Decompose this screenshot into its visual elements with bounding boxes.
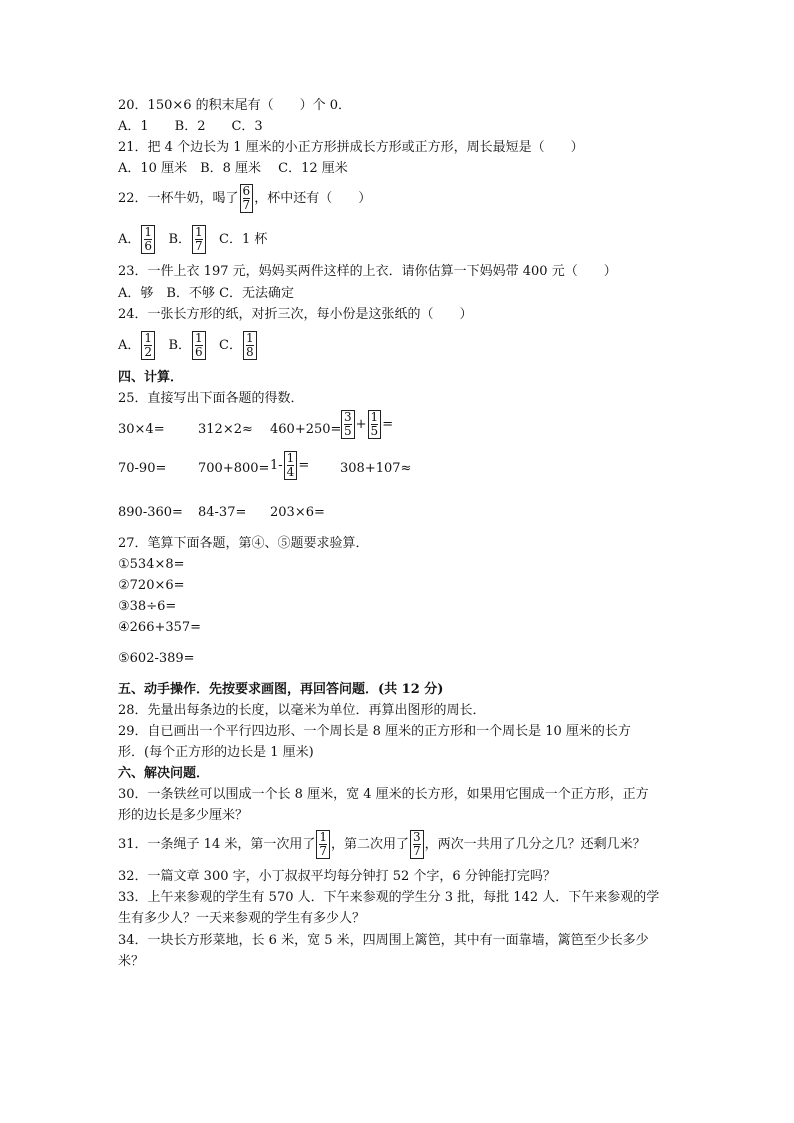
fraction: $\frac{1}{7}$	[192, 225, 206, 254]
calc-item: 84-37=	[198, 505, 247, 520]
question-33-line2: 生有多少人？一天来参观的学生有多少人？	[118, 911, 366, 926]
section-5-heading: 五、动手操作．先按要求画图，再回答问题．(共 12 分)	[118, 682, 444, 697]
calc-item: 312×2≈	[198, 422, 253, 437]
section-6-heading: 六、解决问题．	[118, 766, 210, 781]
calc-item: 308+107≈	[340, 461, 412, 476]
calc-item: 890-360=	[118, 505, 183, 520]
question-22-post: ，杯中还有（ ）	[254, 191, 372, 206]
question-29-line2: 形．(每个正方形的边长是 1 厘米)	[118, 745, 314, 760]
fraction: $\frac{1}{2}$	[141, 331, 155, 360]
fraction: $\frac{1}{4}$	[284, 451, 298, 480]
section-4-heading: 四、计算．	[118, 370, 184, 385]
question-34-line2: 米？	[118, 954, 145, 969]
question-22-options: A． $\frac{1}{6}$ B． $\frac{1}{7}$ C．1 杯	[118, 225, 268, 253]
q27-item-2: ②720×6=	[118, 578, 185, 593]
fraction: $\frac{3}{7}$	[410, 830, 424, 859]
question-32: 32．一篇文章 300 字，小丁叔叔平均每分钟打 52 个字，6 分钟能打完吗？	[118, 869, 556, 884]
question-29-line1: 29．自已画出一个平行四边形、一个周长是 8 厘米的正方形和一个周长是 10 厘米的长方	[118, 724, 631, 739]
question-21: 21．把 4 个边长为 1 厘米的小正方形拼成长方形或正方形，周长最短是（ ）	[118, 140, 584, 155]
question-34-line1: 34．一块长方形菜地，长 6 米，宽 5 米，四周围上篱笆，其中有一面靠墙，篱笆至少长多少	[118, 933, 649, 948]
calc-item-fraction: 1- $\frac{1}{4}$ =	[270, 451, 310, 479]
calc-item: 203×6=	[270, 505, 325, 520]
question-31: 31．一条绳子 14 米，第一次用了 $\frac{1}{7}$ ，第二次用了 $\frac{3}{7}$ ，两次一共用了几分之几？还剩几米？	[118, 830, 646, 858]
question-30-line2: 形的边长是多少厘米？	[118, 808, 249, 823]
q27-item-5: ⑤602-389=	[118, 651, 195, 666]
fraction: $\frac{1}{5}$	[368, 410, 382, 439]
fraction: $\frac{1}{8}$	[243, 331, 257, 360]
question-21-options: A．10 厘米 B．8 厘米 C．12 厘米	[118, 161, 348, 176]
q27-item-3: ③38÷6=	[118, 599, 177, 614]
question-22-pre: 22．一杯牛奶，喝了	[118, 191, 239, 206]
fraction: $\frac{6}{7}$	[240, 184, 254, 213]
calc-item: 460+250=	[270, 422, 342, 437]
calc-item-fraction-sum: $\frac{3}{5}$ + $\frac{1}{5}$ =	[340, 410, 393, 439]
question-30-line1: 30．一条铁丝可以围成一个长 8 厘米，宽 4 厘米的长方形，如果用它围成一个正方形，正方	[118, 787, 649, 802]
calc-item: 30×4=	[118, 422, 165, 437]
fraction: $\frac{3}{5}$	[341, 410, 355, 439]
calc-item: 700+800=	[198, 461, 270, 476]
calc-item: 70-90=	[118, 461, 167, 476]
question-33-line1: 33．上午来参观的学生有 570 人．下午来参观的学生分 3 批，每批 142 人．下午来参观的学	[118, 890, 660, 905]
question-23: 23．一件上衣 197 元，妈妈买两件这样的上衣．请你估算一下妈妈带 400 元（ ）	[118, 264, 617, 279]
question-20-options: A．1 B．2 C．3	[118, 119, 263, 134]
fraction: $\frac{1}{6}$	[141, 225, 155, 254]
question-28: 28．先量出每条边的长度，以毫米为单位．再算出图形的周长．	[118, 703, 486, 718]
question-27: 27．笔算下面各题，第④、⑤题要求验算．	[118, 536, 369, 551]
fraction: $\frac{1}{6}$	[192, 331, 206, 360]
question-20: 20．150×6 的积末尾有（ ）个 0．	[118, 98, 352, 113]
q27-item-4: ④266+357=	[118, 620, 202, 635]
question-22	[118, 184, 371, 213]
fraction: $\frac{1}{7}$	[316, 830, 330, 859]
question-24: 24．一张长方形的纸，对折三次，每小份是这张纸的（ ）	[118, 307, 473, 322]
question-23-options: A．够 B．不够 C．无法确定	[118, 286, 295, 301]
question-24-options: A． $\frac{1}{2}$ B． $\frac{1}{6}$ C． $\frac{1}{8}$	[118, 331, 258, 360]
question-25: 25．直接写出下面各题的得数．	[118, 391, 304, 406]
q27-item-1: ①534×8=	[118, 557, 185, 572]
